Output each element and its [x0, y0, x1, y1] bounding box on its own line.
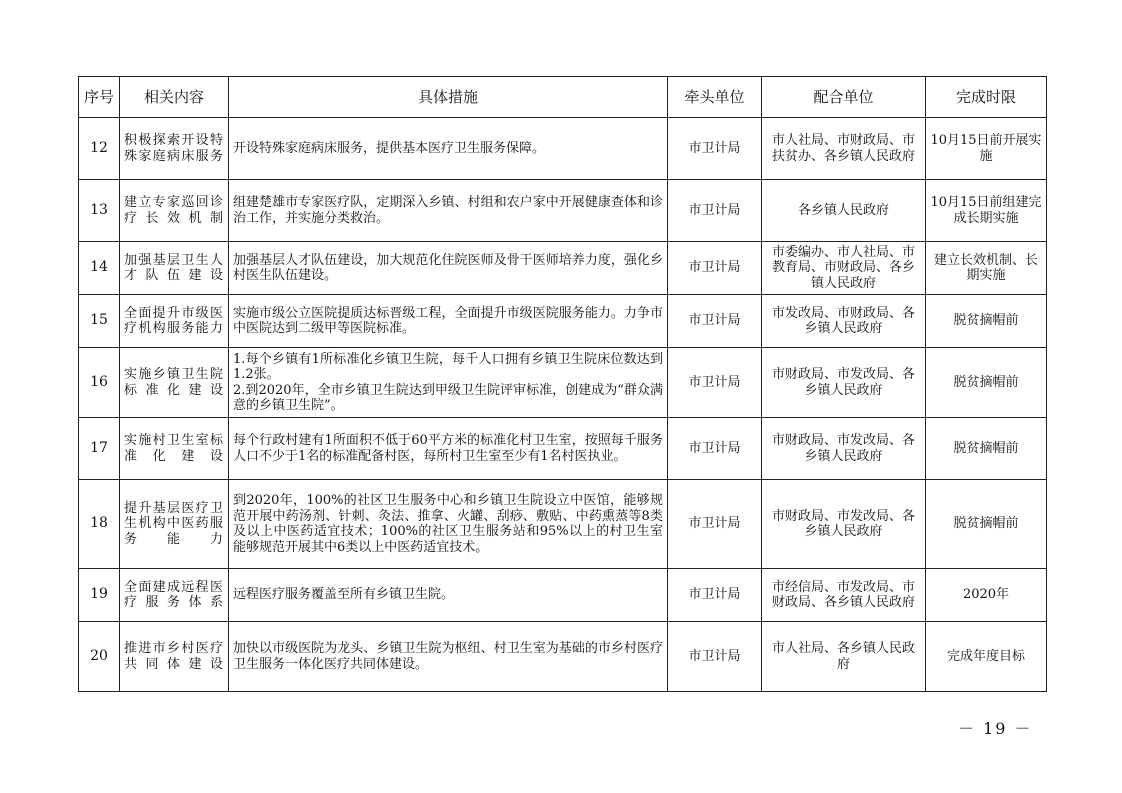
table-row	[79, 242, 1047, 295]
row-lead-unit: 市卫计局	[668, 242, 762, 295]
row-topic: 全面提升市级医疗机构服务能力	[120, 295, 229, 348]
row-deadline: 完成年度目标	[926, 622, 1047, 692]
row-coop-units: 市委编办、市人社局、市教育局、市财政局、各乡镇人民政府	[762, 242, 926, 295]
measure-line: 2.到2020年，全市乡镇卫生院达到甲级卫生院评审标准，创建成为“群众满意的乡镇卫生院”。	[233, 382, 663, 413]
row-lead-unit: 市卫计局	[668, 418, 762, 480]
measure-line: 开设特殊家庭病床服务，提供基本医疗卫生服务保障。	[233, 140, 546, 156]
row-deadline: 脱贫摘帽前	[926, 418, 1047, 480]
row-deadline: 脱贫摘帽前	[926, 480, 1047, 569]
table-row	[79, 295, 1047, 348]
row-measure	[229, 295, 668, 348]
row-topic: 积极探索开设特殊家庭病床服务	[120, 118, 229, 180]
row-measure	[229, 569, 668, 622]
row-lead-unit: 市卫计局	[668, 180, 762, 242]
header-seq: 序号	[79, 77, 120, 118]
row-seq: 15	[79, 295, 120, 348]
page-number: － 19 －	[958, 719, 1033, 738]
row-deadline: 10月15日前组建完成长期实施	[926, 180, 1047, 242]
row-measure	[229, 118, 668, 180]
row-deadline: 脱贫摘帽前	[926, 295, 1047, 348]
header-lead: 牵头单位	[668, 77, 762, 118]
row-coop-units: 市人社局、各乡镇人民政府	[762, 622, 926, 692]
measure-line: 实施市级公立医院提质达标晋级工程，全面提升市级医院服务能力。力争市中医院达到二级甲等医院标准。	[233, 305, 663, 336]
table-row	[79, 418, 1047, 480]
row-topic: 全面建成远程医疗服务体系	[120, 569, 229, 622]
table-header-row	[79, 77, 1047, 118]
header-coop: 配合单位	[762, 77, 926, 118]
table-row	[79, 480, 1047, 569]
table-body	[79, 118, 1047, 692]
row-seq: 16	[79, 348, 120, 418]
row-coop-units: 市财政局、市发改局、各乡镇人民政府	[762, 480, 926, 569]
row-measure	[229, 242, 668, 295]
row-topic: 加强基层卫生人才队伍建设	[120, 242, 229, 295]
header-topic: 相关内容	[120, 77, 229, 118]
row-topic: 建立专家巡回诊疗长效机制	[120, 180, 229, 242]
measures-table	[78, 76, 1047, 692]
row-measure	[229, 418, 668, 480]
row-coop-units: 市财政局、市发改局、各乡镇人民政府	[762, 348, 926, 418]
row-coop-units: 各乡镇人民政府	[762, 180, 926, 242]
measure-line: 每个行政村建有1所面积不低于60平方米的标准化村卫生室，按照每千服务人口不少于1名的标准配备村医，每所村卫生室至少有1名村医执业。	[233, 433, 663, 464]
header-deadline: 完成时限	[926, 77, 1047, 118]
measure-line: 加强基层人才队伍建设，加大规范化住院医师及骨干医师培养力度，强化乡村医生队伍建设。	[233, 252, 663, 283]
row-deadline: 10月15日前开展实施	[926, 118, 1047, 180]
row-coop-units: 市人社局、市财政局、市扶贫办、各乡镇人民政府	[762, 118, 926, 180]
table-row	[79, 569, 1047, 622]
row-lead-unit: 市卫计局	[668, 118, 762, 180]
table-row	[79, 118, 1047, 180]
measure-line: 1.每个乡镇有1所标准化乡镇卫生院，每千人口拥有乡镇卫生院床位数达到1.2张。	[233, 351, 663, 382]
table-row	[79, 348, 1047, 418]
measure-line: 到2020年，100%的社区卫生服务中心和乡镇卫生院设立中医馆，能够规范开展中药汤剂、针刺、灸法、推拿、火罐、刮痧、敷贴、中药熏蒸等8类及以上中医药适宜技术；100%的社区卫生服务站和95%以上的村卫生室能够规范开展其中6类以上中医药适宜技术。	[233, 493, 663, 555]
row-lead-unit: 市卫计局	[668, 348, 762, 418]
row-topic: 推进市乡村医疗共同体建设	[120, 622, 229, 692]
row-seq: 20	[79, 622, 120, 692]
row-deadline: 2020年	[926, 569, 1047, 622]
header-measure: 具体措施	[229, 77, 668, 118]
table-row	[79, 180, 1047, 242]
row-measure	[229, 622, 668, 692]
row-seq: 17	[79, 418, 120, 480]
table-row	[79, 622, 1047, 692]
row-topic: 实施村卫生室标准化建设	[120, 418, 229, 480]
row-lead-unit: 市卫计局	[668, 569, 762, 622]
row-seq: 14	[79, 242, 120, 295]
row-lead-unit: 市卫计局	[668, 295, 762, 348]
row-measure	[229, 480, 668, 569]
row-deadline: 建立长效机制、长期实施	[926, 242, 1047, 295]
row-topic: 实施乡镇卫生院标准化建设	[120, 348, 229, 418]
row-deadline: 脱贫摘帽前	[926, 348, 1047, 418]
row-lead-unit: 市卫计局	[668, 480, 762, 569]
row-measure	[229, 348, 668, 418]
row-seq: 18	[79, 480, 120, 569]
row-coop-units: 市财政局、市发改局、各乡镇人民政府	[762, 418, 926, 480]
measure-line: 组建楚雄市专家医疗队，定期深入乡镇、村组和农户家中开展健康查体和诊治工作，并实施分类救治。	[233, 195, 663, 226]
row-seq: 19	[79, 569, 120, 622]
row-measure	[229, 180, 668, 242]
measure-line: 远程医疗服务覆盖至所有乡镇卫生院。	[233, 587, 455, 603]
row-seq: 13	[79, 180, 120, 242]
row-seq: 12	[79, 118, 120, 180]
row-coop-units: 市经信局、市发改局、市财政局、各乡镇人民政府	[762, 569, 926, 622]
measure-line: 加快以市级医院为龙头、乡镇卫生院为枢纽、村卫生室为基础的市乡村医疗卫生服务一体化医疗共同体建设。	[233, 641, 663, 672]
row-topic: 提升基层医疗卫生机构中医药服务能力	[120, 480, 229, 569]
row-lead-unit: 市卫计局	[668, 622, 762, 692]
row-coop-units: 市发改局、市财政局、各乡镇人民政府	[762, 295, 926, 348]
